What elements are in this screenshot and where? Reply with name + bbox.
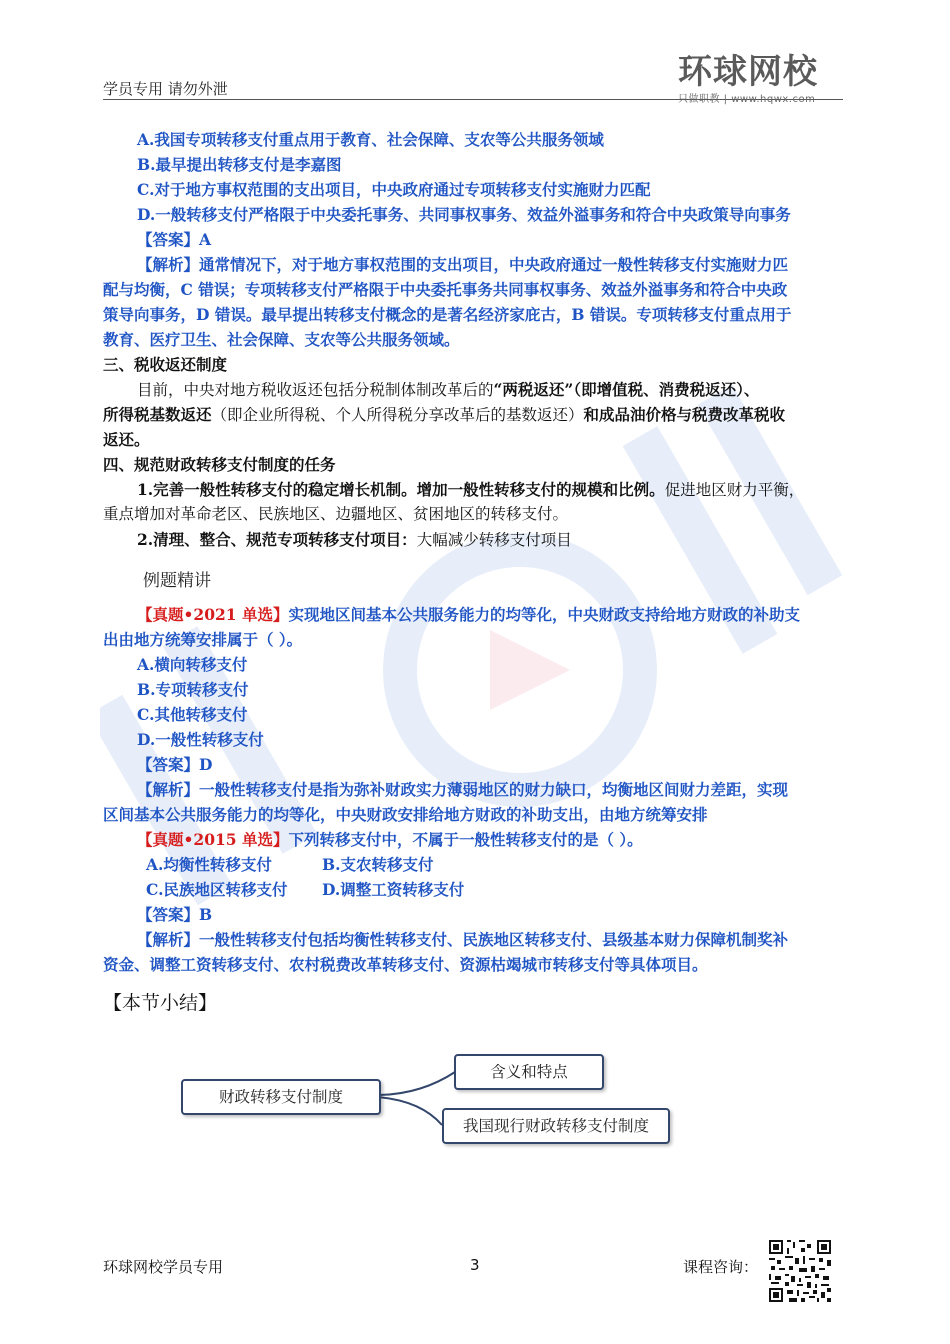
- text-run: （即企业所得税、个人所得税分享改革后的基数返还）: [211, 406, 584, 424]
- mindmap-root: 财政转移支付制度: [181, 1079, 381, 1115]
- analysis-line: 教育、医疗卫生、社会保障、支农等公共服务领域。: [103, 330, 460, 349]
- logo-wordmark: 环球网校: [678, 52, 818, 92]
- option-d: D.一般转移支付严格限于中央委托事务、共同事权事务、效益外溢事务和符合中央政策导向事务: [137, 205, 791, 224]
- option-d: D.一般性转移支付: [137, 730, 264, 749]
- header-notice: 学员专用 请勿外泄: [103, 80, 228, 98]
- option-b: B.最早提出转移支付是李嘉图: [137, 155, 342, 174]
- paragraph-line: [137, 377, 882, 403]
- page-number: 3: [470, 1256, 480, 1274]
- mindmap-node: 我国现行财政转移支付制度: [442, 1108, 670, 1144]
- text-run-bold: 2.清理、整合、规范专项转移支付项目：: [137, 530, 417, 549]
- option-c: C.对于地方事权范围的支出项目，中央政府通过专项转移支付实施财力匹配: [137, 180, 651, 199]
- analysis-line: 策导向事务，D 错误。最早提出转移支付概念的是著名经济家庇古，B 错误。专项转移支付重点用于: [103, 305, 792, 324]
- paragraph-line: [137, 527, 882, 553]
- option-a: A.我国专项转移支付重点用于教育、社会保障、支农等公共服务领域: [137, 130, 604, 149]
- qr-code-icon: [767, 1238, 833, 1304]
- analysis-line: 配与均衡，C 错误；专项转移支付严格限于中央委托事务共同事权事务、效益外溢事务和符合中央政: [103, 280, 788, 299]
- text-run-bold: 所得税基数返还: [103, 405, 212, 424]
- section-heading: 四、规范财政转移支付制度的任务: [103, 455, 336, 474]
- question-line: [137, 827, 882, 853]
- text-run: 大幅减少转移支付项目: [416, 531, 572, 549]
- question-line: [137, 602, 882, 628]
- question-tag: 【真题•2015 单选】: [137, 830, 289, 849]
- question-tag: 【真题•2021 单选】: [137, 605, 289, 624]
- option-a: A.横向转移支付: [137, 655, 248, 674]
- text-run-bold: 和成品油价格与税费改革税收: [583, 405, 786, 424]
- footer-left: 环球网校学员专用: [103, 1258, 224, 1276]
- section-heading: 三、税收返还制度: [103, 355, 228, 374]
- connector-line: [376, 1097, 442, 1125]
- question-text: 实现地区间基本公共服务能力的均等化，中央财政支持给地方财政的补助支: [288, 605, 800, 624]
- text-run: 目前，中央对地方税收返还包括分税制体制改革后的: [137, 381, 494, 399]
- footer-contact-label: 课程咨询：: [683, 1258, 759, 1276]
- paragraph-line: [137, 477, 882, 503]
- option-c: C.其他转移支付: [137, 705, 248, 724]
- examples-heading: 例题精讲: [143, 571, 211, 591]
- question-text: 下列转移支付中，不属于一般性转移支付的是（ ）。: [288, 830, 643, 849]
- answer: 【答案】B: [137, 905, 213, 924]
- connector-line: [376, 1072, 455, 1095]
- analysis-line: 资金、调整工资转移支付、农村税费改革转移支付、资源枯竭城市转移支付等具体项目。: [103, 955, 708, 974]
- paragraph-line: 返还。: [103, 430, 150, 449]
- answer: 【答案】A: [137, 230, 212, 249]
- text-run: 促进地区财力平衡，: [664, 481, 805, 499]
- analysis-line: 【解析】一般性转移支付包括均衡性转移支付、民族地区转移支付、县级基本财力保障机制奖补: [137, 930, 789, 949]
- analysis-line: 区间基本公共服务能力的均等化，中央财政安排给地方财政的补助支出，由地方统筹安排: [103, 805, 708, 824]
- analysis-line: 【解析】通常情况下，对于地方事权范围的支出项目，中央政府通过一般性转移支付实施财力匹: [137, 255, 789, 274]
- summary-heading: 【本节小结】: [103, 992, 218, 1014]
- option-b: B.专项转移支付: [137, 680, 249, 699]
- analysis-line: 【解析】一般性转移支付是指为弥补财政实力薄弱地区的财力缺口，均衡地区间财力差距，实现: [137, 780, 789, 799]
- option-d: D.调整工资转移支付: [322, 880, 465, 899]
- text-run-bold: “两税返还”（即增值税、消费税返还）、: [493, 380, 760, 399]
- option-b: B.支农转移支付: [322, 855, 434, 874]
- text-run-bold: 1.完善一般性转移支付的稳定增长机制。增加一般性转移支付的规模和比例。: [137, 480, 665, 499]
- logo-tagline: 只做职教 | www.hqwx.com: [678, 94, 816, 105]
- option-c: C.民族地区转移支付: [146, 880, 288, 899]
- paragraph-line: 重点增加对革命老区、民族地区、边疆地区、贫困地区的转移支付。: [103, 505, 569, 523]
- question-line: 出由地方统筹安排属于（ ）。: [103, 630, 303, 649]
- paragraph-line: [103, 402, 848, 428]
- brand-logo: [678, 52, 843, 108]
- mindmap-node: 含义和特点: [454, 1054, 604, 1090]
- answer: 【答案】D: [137, 755, 213, 774]
- option-a: A.均衡性转移支付: [146, 855, 272, 874]
